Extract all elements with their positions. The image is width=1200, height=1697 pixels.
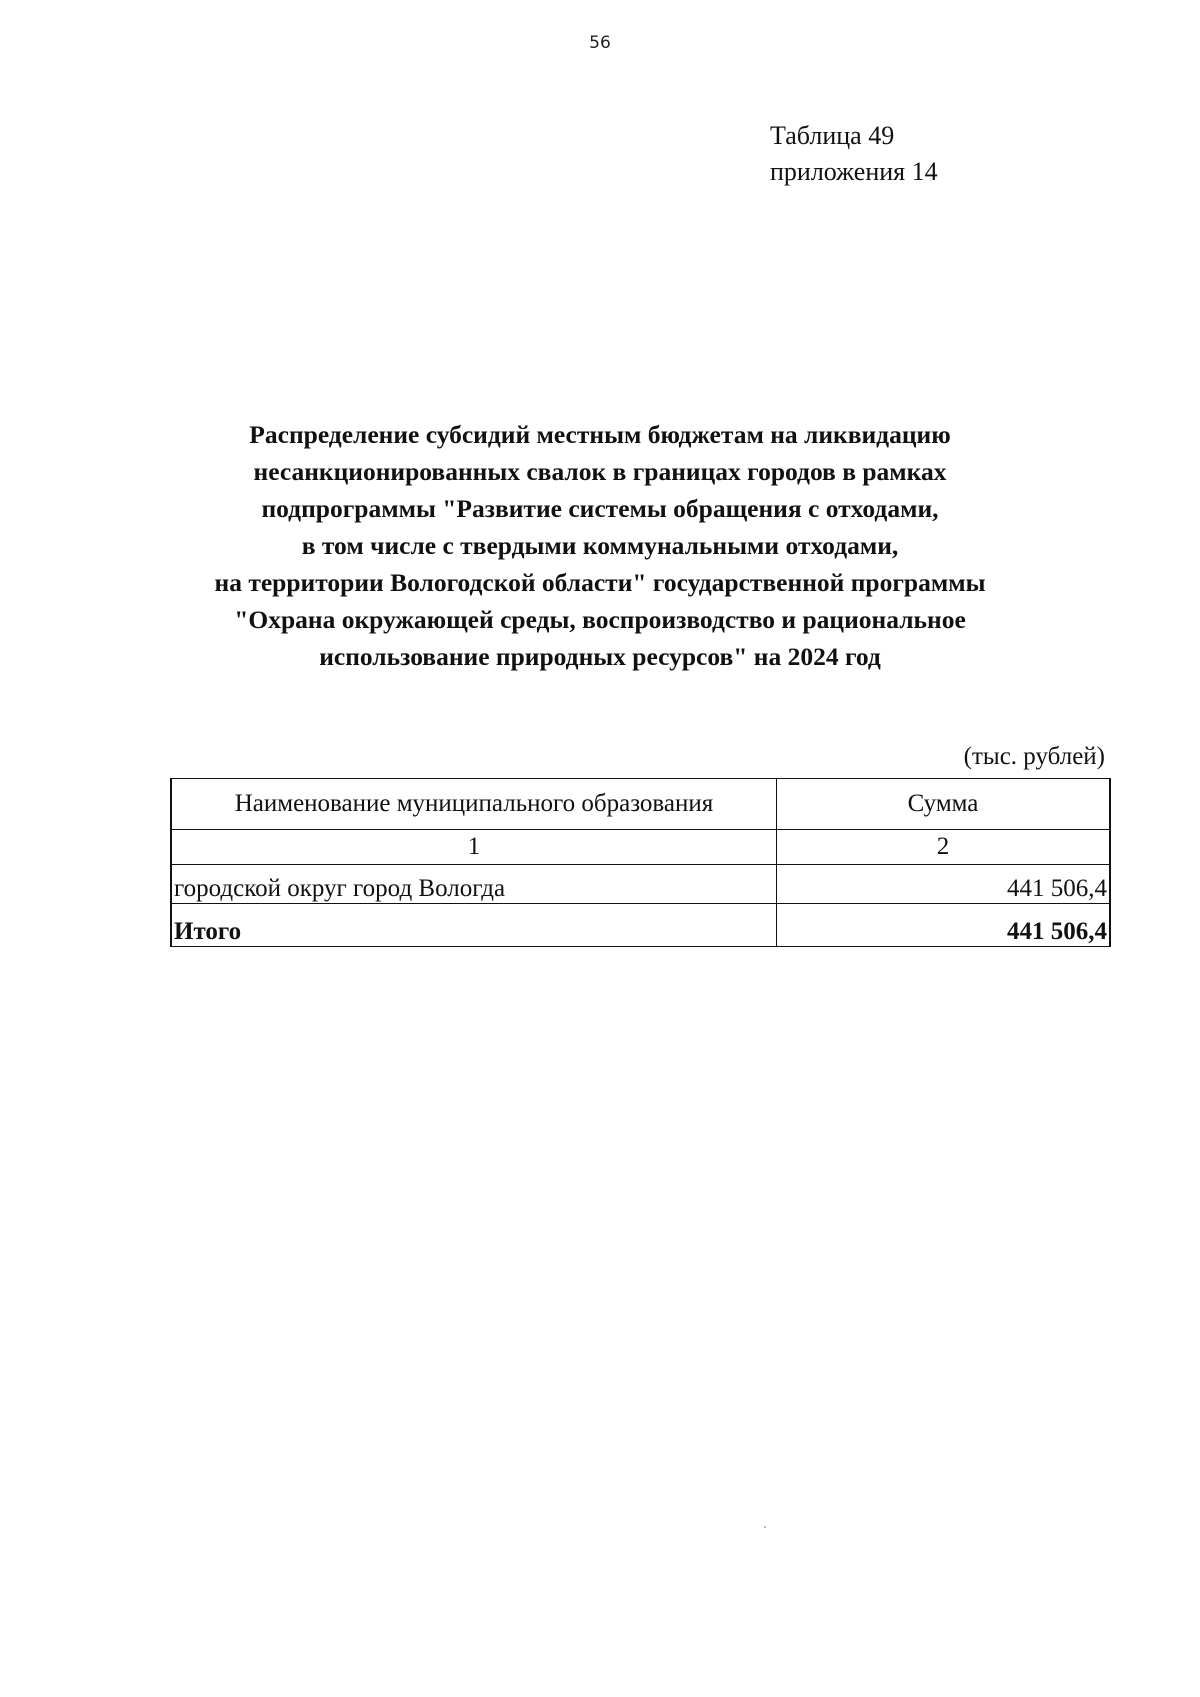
subsidy-table — [170, 778, 1111, 947]
document-title — [150, 416, 1050, 675]
table-reference-appendix: приложения 14 — [770, 157, 938, 186]
title-line: на территории Вологодской области" государственной программы — [214, 568, 986, 597]
column-number-2: 2 — [777, 830, 1111, 865]
header-amount: Сумма — [777, 779, 1111, 830]
total-row — [171, 904, 1110, 947]
title-line: "Охрана окружающей среды, воспроизводство и рациональное — [234, 605, 966, 634]
column-number-1: 1 — [171, 830, 777, 865]
title-line: Распределение субсидий местным бюджетам на ликвидацию — [249, 420, 951, 449]
header-municipality: Наименование муниципального образования — [171, 779, 777, 830]
title-line: использование природных ресурсов" на 2024 год — [319, 642, 881, 671]
table-header-row — [171, 779, 1110, 830]
page-number: 56 — [589, 33, 611, 53]
total-label: Итого — [171, 904, 777, 947]
title-line: несанкционированных свалок в границах городов в рамках — [253, 457, 947, 486]
total-amount: 441 506,4 — [777, 904, 1111, 947]
table-reference-number: Таблица 49 — [770, 121, 895, 150]
title-line: в том числе с твердыми коммунальными отходами, — [301, 531, 899, 560]
column-number-row — [171, 830, 1110, 865]
unit-label: (тыс. рублей) — [963, 743, 1105, 770]
municipality-amount: 441 506,4 — [777, 865, 1111, 904]
municipality-name: городской округ город Вологда — [171, 865, 777, 904]
table-row — [171, 865, 1110, 904]
scan-artifact — [764, 1526, 766, 1528]
table-reference — [770, 118, 938, 190]
title-line: подпрограммы "Развитие системы обращения с отходами, — [261, 494, 939, 523]
